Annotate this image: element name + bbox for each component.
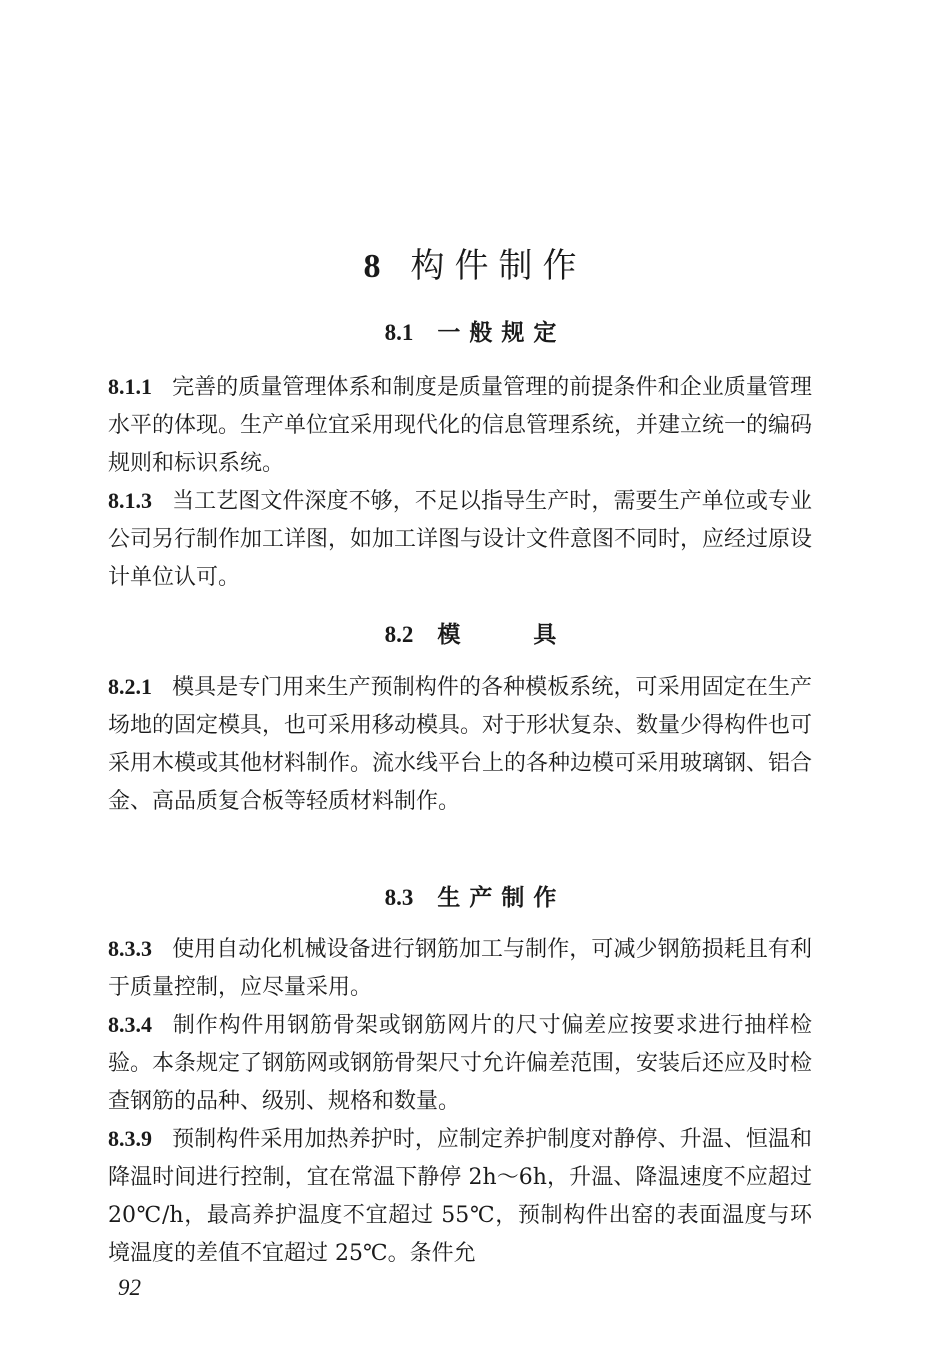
clause-number: 8.3.9 xyxy=(108,1126,152,1151)
section-number: 8.1 xyxy=(384,320,414,345)
clause-8-3-4 xyxy=(108,1006,812,1121)
clause-number: 8.3.3 xyxy=(108,936,152,961)
chapter-heading xyxy=(0,238,950,287)
clause-8-1-1 xyxy=(108,368,812,483)
section-heading-8-2 xyxy=(0,616,950,649)
section-heading-8-3 xyxy=(0,879,950,912)
clause-number: 8.3.4 xyxy=(108,1012,152,1037)
clause-8-1-3 xyxy=(108,482,812,597)
section-number: 8.2 xyxy=(384,622,414,647)
clause-8-2-1 xyxy=(108,668,812,821)
clause-8-3-9 xyxy=(108,1120,812,1273)
section-title: 模 具 xyxy=(437,621,566,648)
section-title: 一般规定 xyxy=(437,319,566,346)
clause-number: 8.2.1 xyxy=(108,674,152,699)
clause-text: 完善的质量管理体系和制度是质量管理的前提条件和企业质量管理水平的体现。生产单位宜采用现代化的信息管理系统，并建立统一的编码规则和标识系统。 xyxy=(108,375,813,476)
clause-number: 8.1.1 xyxy=(108,374,152,399)
clause-text: 使用自动化机械设备进行钢筋加工与制作，可减少钢筋损耗且有利于质量控制，应尽量采用。 xyxy=(108,937,812,1000)
clause-number: 8.1.3 xyxy=(108,488,152,513)
chapter-title: 构件制作 xyxy=(410,246,587,286)
clause-text: 模具是专门用来生产预制构件的各种模板系统，可采用固定在生产场地的固定模具，也可采用移动模具。对于形状复杂、数量少得构件也可采用木模或其他材料制作。流水线平台上的各种边模可采用玻璃钢、铝合金、高品质复合板等轻质材料制作。 xyxy=(108,675,813,814)
page-number: 92 xyxy=(118,1275,141,1300)
clause-text: 制作构件用钢筋骨架或钢筋网片的尺寸偏差应按要求进行抽样检验。本条规定了钢筋网或钢筋骨架尺寸允许偏差范围，安装后还应及时检查钢筋的品种、级别、规格和数量。 xyxy=(108,1013,813,1114)
clause-text: 当工艺图文件深度不够，不足以指导生产时，需要生产单位或专业公司另行制作加工详图，如加工详图与设计文件意图不同时，应经过原设计单位认可。 xyxy=(108,489,813,590)
section-number: 8.3 xyxy=(384,885,414,910)
chapter-number: 8 xyxy=(363,248,381,285)
section-title: 生产制作 xyxy=(437,884,566,911)
clause-8-3-3 xyxy=(108,930,812,1007)
clause-text: 预制构件采用加热养护时，应制定养护制度对静停、升温、恒温和降温时间进行控制，宜在常温下静停 2h～6h，升温、降温速度不应超过 20℃/h，最高养护温度不宜超过 55℃，预制构件出窑的表面温度与环境温度的差值不宜超过 25℃。条件允 xyxy=(108,1127,812,1266)
section-heading-8-1 xyxy=(0,314,950,347)
